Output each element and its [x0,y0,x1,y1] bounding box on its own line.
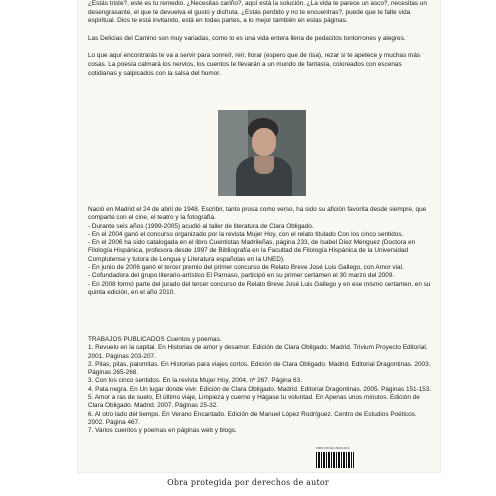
author-photo [218,110,306,196]
intro-paragraph-3: Lo que aquí encontrarás te va a servir para sonreír, reír, llorar (espero que de risa), rezar si te apetece y muchas más cosas. La poesía calmará los nervios, los cuentos te llevarán a un mundo de fantasía, coloreados con escenas cotidianas y salpicados con la salsa del humor. [88,52,421,77]
works-item: 4. Pata negra. En Un lugar donde vivir. Edición de Clara Obligado. Madrid. Editorial Dragontinas. 2005. Páginas 151-153. [88,385,432,393]
book-back-cover [78,0,440,472]
bio-item: - En el 2006 ha sido catalogada en el libro Cuentistas Madrileñas, página 233, de Isabel Díez Ménguez (Doctora en Filología Hispánica, profesora desde 1997 de Bibliografía en la Facultad de Filología Hispánica de la Universidad Complutense y tutora de Lengua y Literatura españolas en la UNED). [88,239,416,263]
works-item: 5. Amor a ras de suelo, El último viaje, Limpieza y cuerno y Hágase tu voluntad. En Apenas unos minutos. Edición de Clara Obligado. Madrid. 2007. Páginas 25-32. [88,394,420,410]
works-item: 7. Varios cuentos y poemas en páginas web y blogs. [88,427,237,435]
bio-item: - En junio de 2006 ganó el tercer premio del primer concurso de Relato Breve José Luis Gallego, con Amor vial. [88,264,404,272]
works-title: TRABAJOS PUBLICADOS Cuentos y poemas. [88,336,222,343]
bio-item: - En 2008 formó parte del jurado del tercer concurso de Relato Breve José Luis Gallego y en ese mismo certamen, en su quinta edición, en el año 2010. [88,280,431,296]
isbn-text: ISBN 978-84-15490-28-9 [316,446,350,450]
works-item: 2. Pitas, pitas, palomitas. En Historias para viajes cortos. Edición de Clara Obligado. Madrid. Editorial Dragontinas. 2003. Páginas 265-268. [88,360,431,377]
barcode [316,452,354,468]
bio-item: - En el 2004 ganó el concurso organizado por la revista Mujer Hoy, con el relato titulado Con los cinco sentidos. [88,230,404,238]
bio-item: - Cofundadora del grupo literario-artístico El Parnaso, participó en su primer certamen el 30 marzo del 2009. [88,272,395,280]
author-biography [88,206,432,297]
bio-item: - Durante seis años (1999-2005) acudió al taller de literatura de Clara Obligado. [88,222,314,230]
intro-paragraph-2: Las Delicias del Camino son muy variadas, como lo es una vida entera llena de pedacitos tontorrones y alegres. [88,34,406,42]
intro-text [88,0,430,87]
bio-intro: Nació en Madrid el 24 de abril de 1948. Escribir, tanto prosa como verso, ha sido su afición favorita desde siempre, que comparte con el cine, el teatro y la fotografía. [88,206,427,222]
intro-paragraph-1: ¿Estás triste?, este es tu remedio. ¿Necesitas cariño?, aquí está la solución. ¿La vida te parece un asco?, necesitas un desengrasante, el que te devuelva el gusto y disfruta. ¿Estás perdido y no te encuentras?, puede que te falte vida espiritual. Dios te está invitando, está en todas partes, a lo mejor también en estas páginas. [88,0,427,25]
works-item: 3. Con los cinco sentidos. En la revista Mujer Hoy, 2004, nº 267. Página 63. [88,377,302,385]
works-item: 6. Al otro lado del tiempo. En Verano Encantado. Edición de Manuel López Rodríguez. Centro de Estudios Poéticos. 2002. Página 467. [88,410,417,426]
published-works [88,336,432,436]
works-item: 1. Revuelo en la capital. En Historias de amor y desamor. Edición de Clara Obligado. Madrid. Trivium Proyecto Editorial. 2001. Páginas 203-207. [88,344,428,360]
copyright-notice: Obra protegida por derechos de autor [167,478,329,487]
